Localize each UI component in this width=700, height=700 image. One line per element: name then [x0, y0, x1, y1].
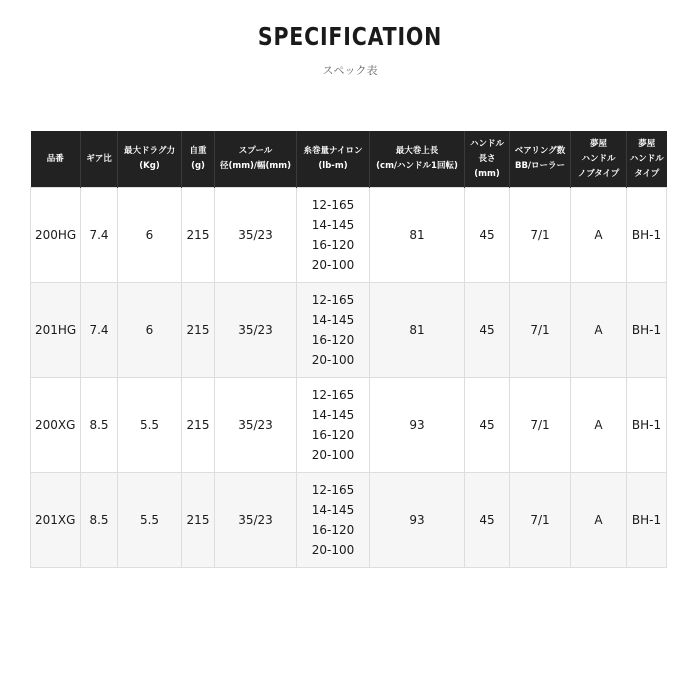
col-header-gear-ratio — [81, 131, 118, 188]
cell-max-drag: 5.5 — [118, 378, 182, 473]
cell-weight: 215 — [182, 283, 215, 378]
cell-gear-ratio: 7.4 — [81, 188, 118, 283]
cell-model: 200XG — [31, 378, 81, 473]
line-capacity-value: 16-120 — [311, 238, 355, 252]
cell-line-capacity — [297, 473, 370, 568]
cell-spool: 35/23 — [215, 188, 297, 283]
cell-spool: 35/23 — [215, 283, 297, 378]
cell-gear-ratio: 8.5 — [81, 378, 118, 473]
col-header-max-drag — [118, 131, 182, 188]
line-capacity-value: 20-100 — [311, 353, 355, 367]
col-header-line: 糸巻量ナイロン — [303, 146, 363, 156]
col-header-line: BB/ローラー — [514, 161, 566, 171]
line-capacity-value: 16-120 — [311, 333, 355, 347]
col-header-line: スプール — [238, 146, 273, 156]
cell-model: 201XG — [31, 473, 81, 568]
col-header-spool — [215, 131, 297, 188]
line-capacity-value: 16-120 — [311, 428, 355, 442]
cell-bearings: 7/1 — [510, 473, 571, 568]
cell-bearings: 7/1 — [510, 378, 571, 473]
line-capacity-value: 12-165 — [311, 388, 355, 402]
cell-line-capacity — [297, 283, 370, 378]
cell-handle-type: BH-1 — [627, 188, 667, 283]
cell-spool: 35/23 — [215, 473, 297, 568]
line-capacity-value: 14-145 — [311, 503, 355, 517]
col-header-handle-length — [465, 131, 510, 188]
table-row — [31, 378, 667, 473]
cell-model: 201HG — [31, 283, 81, 378]
line-capacity-value: 14-145 — [311, 408, 355, 422]
col-header-line: ハンドル — [469, 138, 504, 149]
cell-gear-ratio: 8.5 — [81, 473, 118, 568]
col-header-line: ギア比 — [86, 153, 112, 164]
cell-retrieve: 81 — [370, 188, 465, 283]
line-capacity-value: 14-145 — [311, 313, 355, 327]
cell-handle-length: 45 — [465, 473, 510, 568]
cell-spool: 35/23 — [215, 378, 297, 473]
col-header-line: 夢屋 — [638, 138, 656, 149]
page-title: SPECIFICATION — [257, 22, 443, 51]
col-header-handle-type — [627, 131, 667, 188]
line-capacity-value: 20-100 — [311, 448, 355, 462]
table-row — [31, 283, 667, 378]
col-header-bearings — [510, 131, 571, 188]
col-header-line: 最大巻上長 — [395, 146, 439, 156]
cell-max-drag: 6 — [118, 188, 182, 283]
col-header-line: 自重 — [189, 146, 207, 156]
col-header-line: 品番 — [46, 153, 64, 164]
col-header-line-capacity — [297, 131, 370, 188]
cell-max-drag: 5.5 — [118, 473, 182, 568]
line-capacity-value: 12-165 — [311, 198, 355, 212]
col-header-line: ノブタイプ — [577, 168, 620, 179]
col-header-line: (g) — [191, 161, 205, 171]
col-header-line: 夢屋 — [589, 138, 607, 149]
cell-knob-type: A — [571, 473, 627, 568]
table-row — [31, 188, 667, 283]
cell-handle-type: BH-1 — [627, 378, 667, 473]
cell-bearings: 7/1 — [510, 188, 571, 283]
cell-max-drag: 6 — [118, 283, 182, 378]
col-header-retrieve — [370, 131, 465, 188]
cell-model: 200HG — [31, 188, 81, 283]
col-header-line: 長さ — [478, 153, 496, 164]
cell-handle-type: BH-1 — [627, 473, 667, 568]
cell-handle-length: 45 — [465, 378, 510, 473]
col-header-line: 径(mm)/幅(mm) — [219, 161, 292, 171]
table-row — [31, 473, 667, 568]
col-header-line: (mm) — [474, 168, 500, 179]
line-capacity-value: 12-165 — [311, 483, 355, 497]
col-header-knob-type — [571, 131, 627, 188]
cell-gear-ratio: 7.4 — [81, 283, 118, 378]
col-header-line: ベアリング数 — [514, 146, 566, 156]
line-capacity-value: 14-145 — [311, 218, 355, 232]
cell-handle-type: BH-1 — [627, 283, 667, 378]
cell-weight: 215 — [182, 188, 215, 283]
line-capacity-value: 20-100 — [311, 258, 355, 272]
col-header-line: (lb-m) — [318, 161, 348, 171]
spec-table-header-row — [31, 131, 667, 188]
cell-weight: 215 — [182, 378, 215, 473]
col-header-line: ハンドル — [581, 153, 616, 164]
cell-weight: 215 — [182, 473, 215, 568]
col-header-weight — [182, 131, 215, 188]
line-capacity-value: 16-120 — [311, 523, 355, 537]
cell-knob-type: A — [571, 378, 627, 473]
cell-line-capacity — [297, 378, 370, 473]
col-header-line: (Kg) — [139, 161, 160, 171]
cell-retrieve: 81 — [370, 283, 465, 378]
page-subtitle: スペック表 — [322, 64, 378, 77]
cell-knob-type: A — [571, 283, 627, 378]
cell-retrieve: 93 — [370, 473, 465, 568]
col-header-line: 最大ドラグ力 — [123, 146, 175, 156]
cell-bearings: 7/1 — [510, 283, 571, 378]
spec-table — [30, 131, 667, 568]
cell-knob-type: A — [571, 188, 627, 283]
cell-retrieve: 93 — [370, 378, 465, 473]
col-header-line: タイプ — [634, 168, 660, 179]
cell-handle-length: 45 — [465, 283, 510, 378]
line-capacity-value: 20-100 — [311, 543, 355, 557]
col-header-line: (cm/ハンドル1回転) — [376, 161, 458, 171]
line-capacity-value: 12-165 — [311, 293, 355, 307]
cell-handle-length: 45 — [465, 188, 510, 283]
col-header-model — [31, 131, 81, 188]
cell-line-capacity — [297, 188, 370, 283]
col-header-line: ハンドル — [629, 153, 664, 164]
